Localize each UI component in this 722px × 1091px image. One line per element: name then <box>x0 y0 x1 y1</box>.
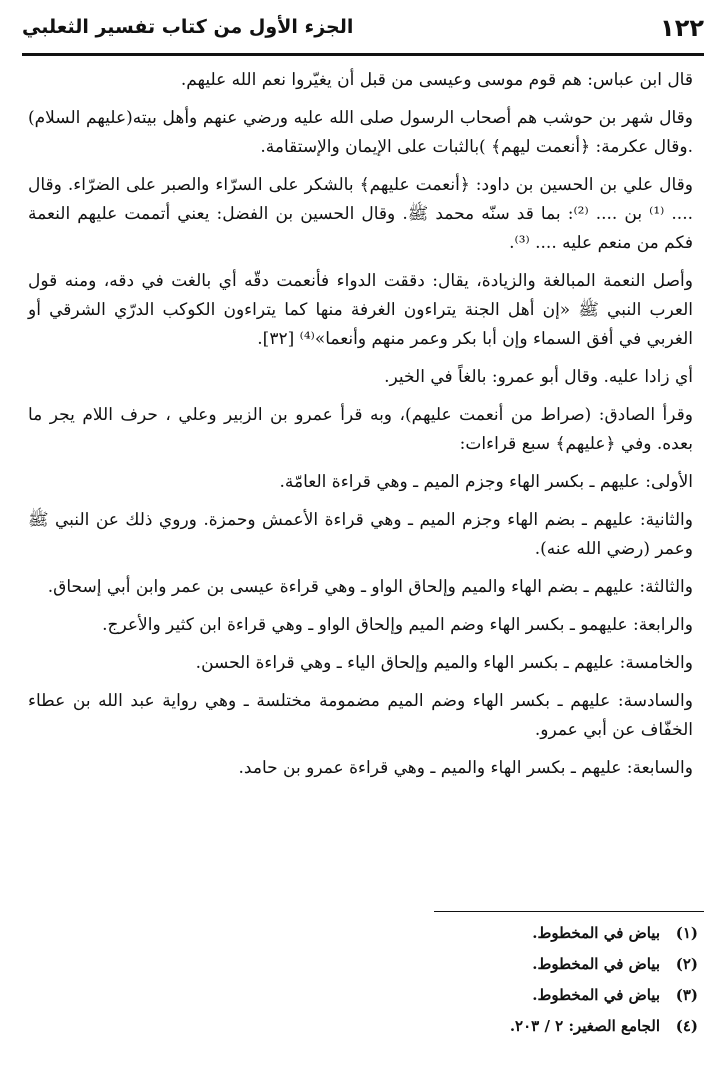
footnote-number: (٢) <box>675 955 698 973</box>
running-title: الجزء الأول من كتاب تفسير الثعلبي <box>22 16 354 38</box>
paragraph-ibn-abbas: قال ابن عباس: هم قوم موسى وعيسى من قبل أن يغيّروا نعم الله عليهم. <box>180 70 693 90</box>
footnote-item <box>330 1011 698 1042</box>
footnote-item <box>330 918 698 949</box>
paragraph-sadiq-reading: وقرأ الصادق: (صراط من أنعمت عليهم)، وبه قرأ عمرو بن الزبير وعلي ، حرف اللام يجر ما بعده. وفي ﴿عليهم﴾ سبع قراءات: <box>28 405 693 454</box>
footnote-divider <box>434 911 704 912</box>
paragraph-origin-of-nima: وأصل النعمة المبالغة والزيادة، يقال: دققت الدواء فأنعمت دقّه أي بالغت في دقه، ومنه قول العرب النبي ﷺ «إن أهل الجنة يتراءون الغرفة منها كما يتراءون الكوكب الدرّي الشرقي أو الغربي في أفق السماء وإن أبا بكر وعمر منهم وأنعما»⁽⁴⁾ [٣٢]. <box>28 271 693 349</box>
footnote-number: (١) <box>675 924 698 942</box>
footnote-text: بياض في المخطوط. <box>532 955 660 973</box>
footnote-number: (٣) <box>675 986 698 1004</box>
paragraph-reading-5: والخامسة: عليهم ـ بكسر الهاء والميم وإلحاق الياء ـ وهي قراءة الحسن. <box>195 653 693 673</box>
main-text <box>28 66 693 792</box>
paragraph-ali-bin-husayn: وقال علي بن الحسين بن داود: ﴿أنعمت عليهم﴾ بالشكر على السرّاء والصبر على الضرّاء. وقال .... ⁽¹⁾ بن .... ⁽²⁾: بما قد سنّه محمد ﷺ. وقال الحسين بن الفضل: يعني أتممت عليهم النعمة فكم من منعم عليه .... ⁽³⁾. <box>28 175 694 253</box>
header-divider <box>22 53 704 56</box>
paragraph-reading-7: والسابعة: عليهم ـ بكسر الهاء والميم ـ وهي قراءة عمرو بن حامد. <box>238 758 693 778</box>
footnote-item <box>330 949 698 980</box>
paragraph-reading-2: والثانية: عليهم ـ بضم الهاء وجزم الميم ـ وهي قراءة الأعمش وحمزة. وروي ذلك عن النبي ﷺ وعمر (رضي الله عنه). <box>28 510 693 559</box>
page-header <box>22 12 704 52</box>
paragraph-shahr: وقال شهر بن حوشب هم أصحاب الرسول صلى الله عليه ورضي عنهم وأهل بيته(عليهم السلام) .وقال عكرمة: ﴿أنعمت ليهم﴾ )بالثبات على الإيمان والإستقامة. <box>28 108 693 157</box>
footnote-text: بياض في المخطوط. <box>532 924 660 942</box>
paragraph-reading-6: والسادسة: عليهم ـ بكسر الهاء وضم الميم مضمومة مختلسة ـ وهي رواية عبد الله بن عطاء الخفّاف عن أبي عمرو. <box>28 691 693 740</box>
footnote-text: بياض في المخطوط. <box>532 986 660 1004</box>
footnote-item <box>330 980 698 1011</box>
footnote-text: الجامع الصغير: ٢ / ٢٠٣. <box>509 1017 660 1035</box>
paragraph-reading-1: الأولى: عليهم ـ بكسر الهاء وجزم الميم ـ وهي قراءة العامّة. <box>279 472 693 492</box>
footnote-number: (٤) <box>675 1017 698 1035</box>
page-number: ١٢٢ <box>660 14 704 42</box>
paragraph-reading-4: والرابعة: عليهمو ـ بكسر الهاء وضم الميم وإلحاق الواو ـ وهي قراءة ابن كثير والأعرج. <box>102 615 693 635</box>
paragraph-abu-amr: أي زادا عليه. وقال أبو عمرو: بالغاً في الخير. <box>384 367 693 387</box>
footnotes <box>330 918 698 1042</box>
paragraph-reading-3: والثالثة: عليهم ـ بضم الهاء والميم وإلحاق الواو ـ وهي قراءة عيسى بن عمر وابن أبي إسحاق. <box>47 577 693 597</box>
